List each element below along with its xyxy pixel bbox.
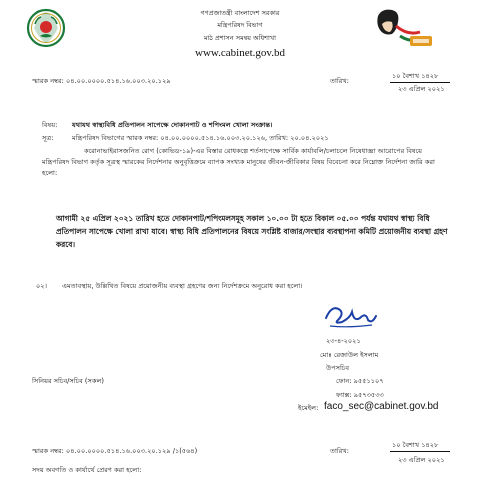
copy-date-gregorian: ২৩ এপ্রিল ২০২১ <box>398 456 445 464</box>
handwritten-signature <box>322 298 378 332</box>
government-emblem-logo <box>26 6 66 50</box>
header-wing-name: মাঠ প্রশাসন সমন্বয় অধিশাখা <box>203 34 277 42</box>
addressee: সিনিয়র সচিব/সচিব (সকল) <box>32 377 104 385</box>
signature-date: ২৩-৪-২০২১ <box>326 337 361 345</box>
signatory-fax: ফ্যাক্স: ৯৫৭৩৫৩৩ <box>336 391 384 399</box>
email-label: ইমেইল: <box>298 404 319 412</box>
date-gregorian: ২৩ এপ্রিল ২০২১ <box>398 85 445 93</box>
reference-text: মন্ত্রিপরিষদ বিভাগের স্মারক নম্বর: ০৪.০০.০০০০.৫১৪.১৬.০০৩.২০.১২৬, তারিখ: ২০.০৪.২০২১ <box>72 134 329 142</box>
date-bengali: ১০ বৈশাখ ১৪২৮ <box>392 72 439 80</box>
copy-date-label: তারিখ: <box>330 447 349 455</box>
subject-text: যথাযথ স্বাস্থ্যবিধি প্রতিপালন সাপেক্ষে দোকানপাট ও শপিংমল খোলা সংক্রান্ত। <box>72 121 273 129</box>
date-divider <box>390 82 450 83</box>
request-paragraph: এমতাবস্থায়, উল্লিখিত বিষয়ে প্রয়োজনীয় ব্যবস্থা গ্রহণের জন্য নির্দেশক্রমে অনুরোধ করা হলো। <box>62 282 303 290</box>
header-government-name: গণপ্রজাতন্ত্রী বাংলাদেশ সরকার <box>200 9 280 17</box>
directive-paragraph: আগামী ২৫ এপ্রিল ২০২১ তারিখ হতে দোকানপাট/শপিংমলসমূহ সকাল ১০.০০ টা হতে বিকাল ০৫.০০ পর্যন্ত যথাযথ স্বাস্থ্য বিধি প্রতিপালন সাপেক্ষে খোলা রাখা যাবে। স্বাস্থ্য বিধি প্রতিপালনের বিষয়ে সংশ্লিষ্ট বাজার/সংস্থার ব্যবস্থাপনা কমিটি প্রয়োজনীয় ব্যবস্থা গ্রহণ করবে। <box>56 214 448 249</box>
copy-date-divider <box>390 451 450 452</box>
memo-number: স্মারক নম্বর: ০৪.০০.০০০০.৫১৪.১৬.০০৩.২০.১২৯ <box>32 77 171 85</box>
copy-distribution-line: সদয় অবগতি ও কার্যার্থে প্রেরণ করা হলো: <box>32 466 142 474</box>
header-website: www.cabinet.gov.bd <box>195 47 285 59</box>
reference-label: সূত্র: <box>42 134 54 142</box>
copy-memo-number: স্মারক নম্বর: ০৪.০০.০০০০.৫১৪.১৬.০০৩.২০.১২৯ /১(৫৬৪) <box>32 447 198 455</box>
signatory-email: faco_sec@cabinet.gov.bd <box>324 401 439 412</box>
copy-date-bengali: ১০ বৈশাখ ১৪২৮ <box>392 441 439 449</box>
signatory-phone: ফোন: ৯৫৫১১০৭ <box>336 377 384 385</box>
intro-paragraph: করোনাভাইরাসজনিত রোগ (কোভিড-১৯)-এর বিস্তার রোধকল্পে শর্তসাপেক্ষে সার্বিক কার্যাবলি/চলাচলে নিষেধাজ্ঞা আরোপের বিষয়ে মন্ত্রিপরিষদ বিভাগ কর্তৃক সূত্রস্থ স্মারকের নির্দেশনার অনুবৃত্তিক্রমে ব্যাপক সংখ্যক মানুষের জীবন-জীবিকার বিষয় বিবেচনা করে নিম্নোক্ত নির্দেশনা জারি করা হলো: <box>42 147 435 177</box>
header-division-name: মন্ত্রিপরিষদ বিভাগ <box>217 21 263 29</box>
paragraph-number: ০২। <box>36 282 47 290</box>
mujib-borsho-logo <box>370 6 436 50</box>
subject-label: বিষয়: <box>42 121 58 129</box>
date-label: তারিখ: <box>330 77 349 85</box>
signatory-title: উপসচিব <box>326 364 350 372</box>
signatory-name: মোঃ রেজাউল ইসলাম <box>320 351 379 359</box>
